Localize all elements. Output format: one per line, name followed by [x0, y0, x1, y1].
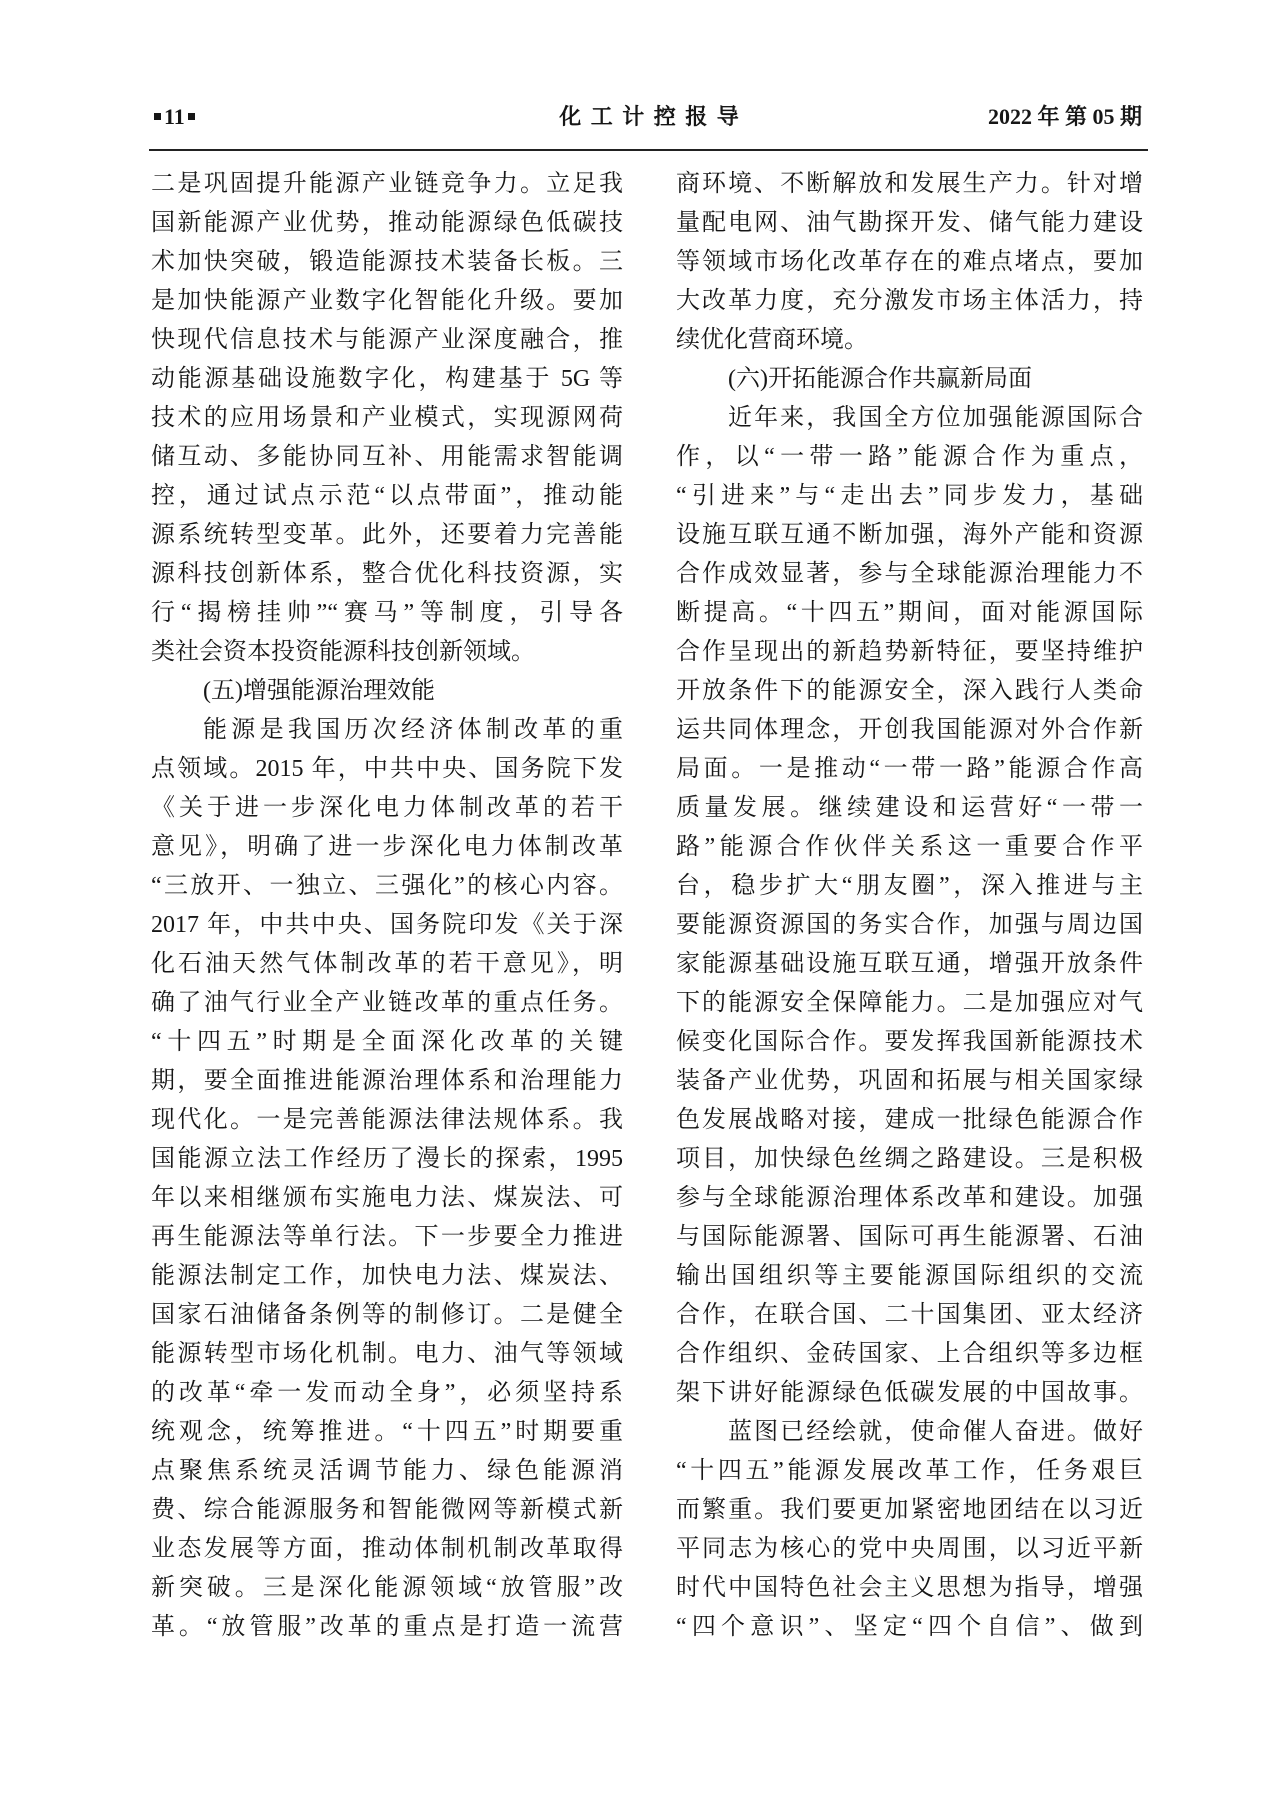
body-text-line: 期，要全面推进能源治理体系和治理能力 [151, 1068, 623, 1094]
body-text-line: 质量发展。继续建设和运营好“一带一 [676, 795, 1143, 821]
body-text-line: 源科技创新体系，整合优化科技资源，实 [151, 561, 623, 587]
body-text-line: 装备产业优势，巩固和拓展与相关国家绿 [676, 1068, 1143, 1094]
body-text-line: 合作组织、金砖国家、上合组织等多边框 [676, 1341, 1143, 1367]
left-column [151, 165, 623, 1647]
body-text-line: 化石油天然气体制改革的若干意见》，明 [151, 951, 623, 977]
body-text-line: “引进来”与“走出去”同步发力，基础 [676, 483, 1143, 509]
section-heading: (五)增强能源治理效能 [203, 678, 435, 704]
body-text-line: 开放条件下的能源安全，深入践行人类命 [676, 678, 1143, 704]
right-column [676, 165, 1143, 1647]
body-text-line: 合作，在联合国、二十国集团、亚太经济 [676, 1302, 1143, 1328]
paragraph [676, 165, 1143, 360]
body-text-line: 下的能源安全保障能力。二是加强应对气 [676, 990, 1143, 1016]
body-text-line: “三放开、一独立、三强化”的核心内容。 [151, 873, 623, 899]
body-text-line: 快现代信息技术与能源产业深度融合，推 [151, 327, 623, 353]
body-text-line: 项目，加快绿色丝绸之路建设。三是积极 [676, 1146, 1143, 1172]
body-text-line: 储互动、多能协同互补、用能需求智能调 [151, 444, 623, 470]
body-text-line: 蓝图已经绘就，使命催人奋进。做好 [728, 1419, 1143, 1445]
body-text-line: 点聚焦系统灵活调节能力、绿色能源消 [151, 1458, 623, 1484]
body-text-line: “四个意识”、坚定“四个自信”、做到 [676, 1614, 1143, 1640]
body-text-line: 架下讲好能源绿色低碳发展的中国故事。 [676, 1380, 1143, 1406]
body-text-line: 2017 年，中共中央、国务院印发《关于深 [151, 912, 623, 938]
body-text-line: 国家石油储备条例等的制修订。二是健全 [151, 1302, 623, 1328]
body-text-line: 费、综合能源服务和智能微网等新模式新 [151, 1497, 623, 1523]
body-text-line: 的改革“牵一发而动全身”，必须坚持系 [151, 1380, 623, 1406]
body-text-line: 量配电网、油气勘探开发、储气能力建设 [676, 210, 1143, 236]
body-text-line: 业态发展等方面，推动体制机制改革取得 [151, 1536, 623, 1562]
page-number-text: 11 [164, 104, 185, 129]
body-text-line: 动能源基础设施数字化，构建基于 5G 等 [151, 366, 623, 392]
square-marker-right [188, 113, 195, 120]
paragraph [676, 399, 1143, 1413]
body-text-line: 术加快突破，锻造能源技术装备长板。三 [151, 249, 623, 275]
body-text-line: 点领域。2015 年，中共中央、国务院下发 [151, 756, 623, 782]
body-text-line: 合作成效显著，参与全球能源治理能力不 [676, 561, 1143, 587]
page-number [151, 103, 198, 131]
paragraph [676, 1413, 1143, 1647]
body-text-line: 路”能源合作伙伴关系这一重要合作平 [676, 834, 1143, 860]
body-text-line: 候变化国际合作。要发挥我国新能源技术 [676, 1029, 1143, 1055]
section-heading: (六)开拓能源合作共赢新局面 [728, 366, 1032, 392]
body-text-line: 控，通过试点示范“以点带面”，推动能 [151, 483, 623, 509]
body-text-line: 能源是我国历次经济体制改革的重 [203, 717, 623, 743]
body-text-line: 再生能源法等单行法。下一步要全力推进 [151, 1224, 623, 1250]
body-text-line: “十四五”时期是全面深化改革的关键 [151, 1029, 623, 1055]
body-text-line: 参与全球能源治理体系改革和建设。加强 [676, 1185, 1143, 1211]
body-text-line: 商环境、不断解放和发展生产力。针对增 [676, 171, 1143, 197]
body-text-line: 续优化营商环境。 [676, 327, 868, 353]
body-text-line: 设施互联互通不断加强，海外产能和资源 [676, 522, 1143, 548]
square-marker-left [154, 113, 161, 120]
issue-info: 2022 年 第 05 期 [987, 104, 1142, 129]
body-text-line: 国能源立法工作经历了漫长的探索，1995 [151, 1146, 623, 1172]
body-text-line: 年以来相继颁布实施电力法、煤炭法、可 [151, 1185, 623, 1211]
body-text-line: 运共同体理念，开创我国能源对外合作新 [676, 717, 1143, 743]
body-text-line: 二是巩固提升能源产业链竞争力。立足我 [151, 171, 623, 197]
body-text-line: 意见》，明确了进一步深化电力体制改革 [151, 834, 623, 860]
body-text-line: 合作呈现出的新趋势新特征，要坚持维护 [676, 639, 1143, 665]
body-text-line: 新突破。三是深化能源领域“放管服”改 [151, 1575, 623, 1601]
paragraph [151, 711, 623, 1647]
header-rule [149, 149, 1148, 151]
body-text-line: 作，以“一带一路”能源合作为重点， [676, 444, 1143, 470]
body-text-line: 《关于进一步深化电力体制改革的若干 [151, 795, 623, 821]
body-text-line: 要能源资源国的务实合作，加强与周边国 [676, 912, 1143, 938]
body-text-line: 色发展战略对接，建成一批绿色能源合作 [676, 1107, 1143, 1133]
body-text-line: 能源转型市场化机制。电力、油气等领域 [151, 1341, 623, 1367]
body-text-line: 技术的应用场景和产业模式，实现源网荷 [151, 405, 623, 431]
body-text-line: 统观念，统筹推进。“十四五”时期要重 [151, 1419, 623, 1445]
body-text-line: 时代中国特色社会主义思想为指导，增强 [676, 1575, 1143, 1601]
body-text-line: 台，稳步扩大“朋友圈”，深入推进与主 [676, 873, 1143, 899]
body-text-line: 近年来，我国全方位加强能源国际合 [728, 405, 1143, 431]
body-text-line: 行“揭榜挂帅”“赛马”等制度，引导各 [151, 600, 623, 626]
body-text-line: 源系统转型变革。此外，还要着力完善能 [151, 522, 623, 548]
journal-title: 化 工 计 控 报 导 [559, 104, 741, 129]
body-text-line: 能源法制定工作，加快电力法、煤炭法、 [151, 1263, 623, 1289]
body-text-line: 局面。一是推动“一带一路”能源合作高 [676, 756, 1143, 782]
body-text-line: 大改革力度，充分激发市场主体活力，持 [676, 288, 1143, 314]
body-text-line: “十四五”能源发展改革工作，任务艰巨 [676, 1458, 1143, 1484]
body-text-line: 等领域市场化改革存在的难点堵点，要加 [676, 249, 1143, 275]
paragraph [151, 165, 623, 672]
body-text-line: 家能源基础设施互联互通，增强开放条件 [676, 951, 1143, 977]
body-text-line: 输出国组织等主要能源国际组织的交流 [676, 1263, 1143, 1289]
body-text-line: 而繁重。我们要更加紧密地团结在以习近 [676, 1497, 1143, 1523]
body-text-line: 类社会资本投资能源科技创新领域。 [151, 639, 535, 665]
body-text-line: 现代化。一是完善能源法律法规体系。我 [151, 1107, 623, 1133]
body-text-line: 与国际能源署、国际可再生能源署、石油 [676, 1224, 1143, 1250]
body-text-line: 断提高。“十四五”期间，面对能源国际 [676, 600, 1143, 626]
body-text-line: 国新能源产业优势，推动能源绿色低碳技 [151, 210, 623, 236]
body-text-line: 是加快能源产业数字化智能化升级。要加 [151, 288, 623, 314]
body-text-line: 平同志为核心的党中央周围，以习近平新 [676, 1536, 1143, 1562]
body-text-line: 革。“放管服”改革的重点是打造一流营 [151, 1614, 623, 1640]
body-text-line: 确了油气行业全产业链改革的重点任务。 [151, 990, 623, 1016]
